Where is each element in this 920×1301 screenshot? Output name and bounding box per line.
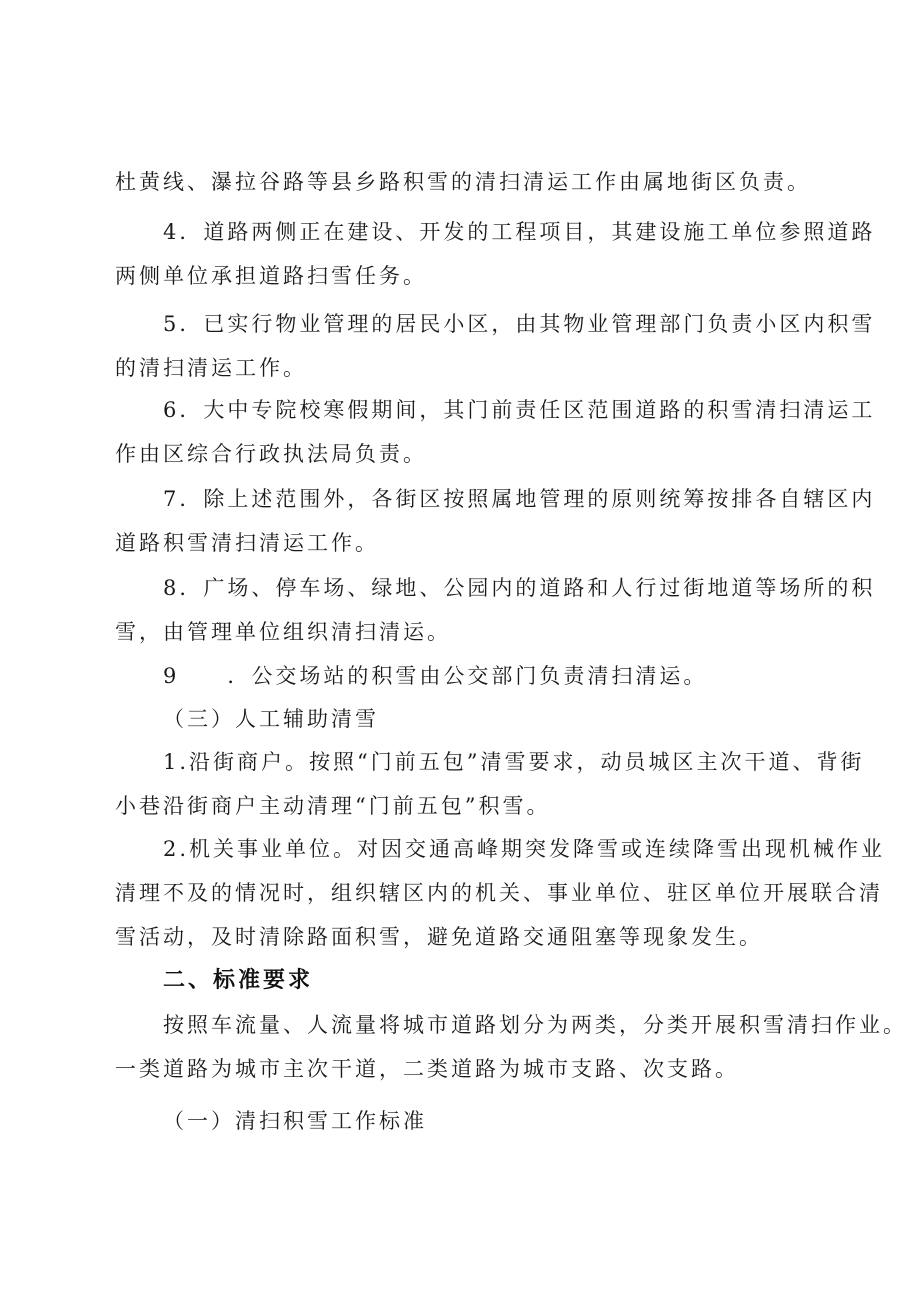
section-heading: 二、标准要求	[163, 968, 314, 993]
paragraph-line: 一类道路为城市主次干道，二类道路为城市支路、次支路。	[115, 1057, 739, 1081]
paragraph-line: 1.沿街商户。按照“门前五包”清雪要求，动员城区主次干道、背街	[163, 750, 865, 774]
paragraph-line: 道路积雪清扫清运工作。	[115, 531, 379, 555]
paragraph-line: 两侧单位承担道路扫雪任务。	[115, 264, 427, 288]
paragraph-line: 4．道路两侧正在建设、开发的工程项目，其建设施工单位参照道路	[163, 220, 876, 244]
subsection-title: （三）人工辅助清雪	[163, 707, 379, 731]
paragraph-line: 按照车流量、人流量将城市道路划分为两类，分类开展积雪清扫作业。	[163, 1013, 907, 1037]
paragraph-line: 9 ．公交场站的积雪由公交部门负责清扫清运。	[163, 664, 708, 688]
paragraph-line: 8．广场、停车场、绿地、公园内的道路和人行过街地道等场所的积	[163, 576, 876, 600]
paragraph-line: 雪，由管理单位组织清扫清运。	[115, 620, 451, 644]
paragraph-line: 作由区综合行政执法局负责。	[115, 442, 427, 466]
paragraph-line: 5．已实行物业管理的居民小区，由其物业管理部门负责小区内积雪	[163, 312, 876, 336]
paragraph-line: 7．除上述范围外，各街区按照属地管理的原则统筹按排各自辖区内	[163, 487, 876, 511]
paragraph-line: 雪活动，及时清除路面积雪，避免道路交通阻塞等现象发生。	[115, 925, 763, 949]
paragraph-line: 6．大中专院校寒假期间，其门前责任区范围道路的积雪清扫清运工	[163, 398, 876, 422]
paragraph-line: 小巷沿街商户主动清理“门前五包”积雪。	[115, 794, 551, 818]
paragraph-line: 的清扫清运工作。	[115, 356, 307, 380]
subsection-title: （一）清扫积雪工作标准	[163, 1109, 427, 1133]
paragraph-line: 清理不及的情况时，组织辖区内的机关、事业单位、驻区单位开展联合清	[115, 881, 883, 905]
paragraph-line: 2.机关事业单位。对因交通高峰期突发降雪或连续降雪出现机械作业	[163, 837, 886, 861]
paragraph-line: 杜黄线、瀑拉谷路等县乡路积雪的清扫清运工作由属地街区负责。	[115, 170, 811, 194]
